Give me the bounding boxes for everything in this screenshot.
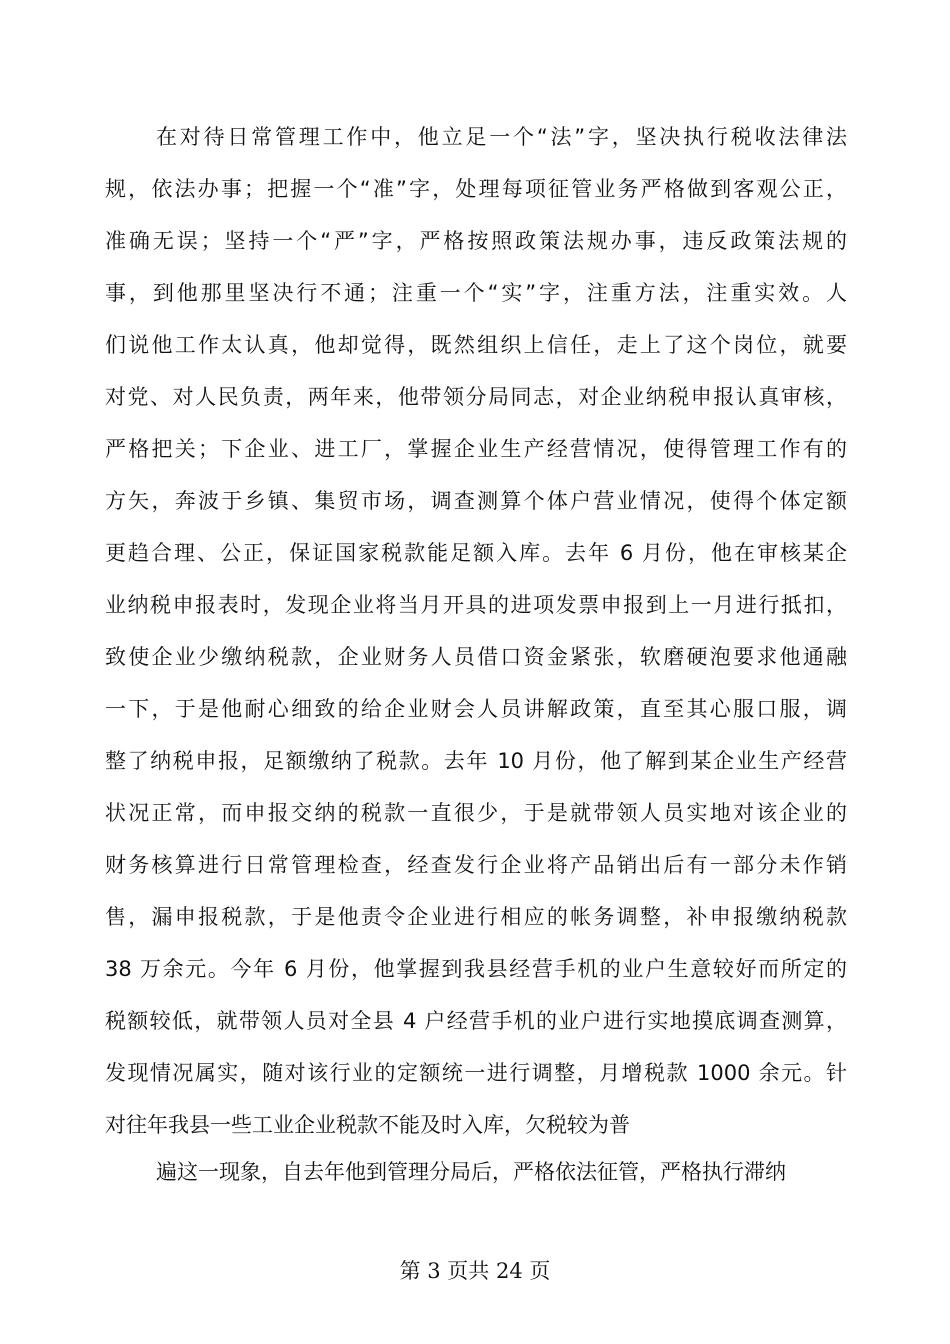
text-line: 严格把关；下企业、进工厂，掌握企业生产经营情况，使得管理工作有的 bbox=[105, 437, 847, 461]
text-line: 致使企业少缴纳税款，企业财务人员借口资金紧张，软磨硬泡要求他通融 bbox=[105, 645, 847, 669]
text-line: 方矢，奔波于乡镇、集贸市场，调查测算个体户营业情况，使得个体定额 bbox=[105, 489, 847, 513]
text-line: 整了纳税申报，足额缴纳了税款。去年 10 月份，他了解到某企业生产经营 bbox=[105, 749, 847, 773]
paragraph-2 bbox=[105, 1146, 847, 1198]
text-line: 事，到他那里坚决行不通；注重一个“实”字，注重方法，注重实效。人 bbox=[105, 281, 847, 305]
text-line: 售，漏申报税款，于是他责令企业进行相应的帐务调整，补申报缴纳税款 bbox=[105, 905, 847, 929]
text-line: 38 万余元。今年 6 月份，他掌握到我县经营手机的业户生意较好而所定的 bbox=[105, 957, 847, 981]
text-line: 们说他工作太认真，他却觉得，既然组织上信任，走上了这个岗位，就要 bbox=[105, 333, 847, 357]
text-line: 业纳税申报表时，发现企业将当月开具的进项发票申报到上一月进行抵扣， bbox=[105, 593, 847, 617]
text-line: 更趋合理、公正，保证国家税款能足额入库。去年 6 月份，他在审核某企 bbox=[105, 541, 847, 565]
text-line: 遍这一现象，自去年他到管理分局后，严格依法征管，严格执行滞纳 bbox=[156, 1160, 786, 1184]
text-line: 状况正常，而申报交纳的税款一直很少，于是就带领人员实地对该企业的 bbox=[105, 801, 847, 825]
page-number-footer: 第 3 页共 24 页 bbox=[399, 1259, 551, 1283]
paragraph-1 bbox=[105, 111, 847, 1151]
text-line: 税额较低，就带领人员对全县 4 户经营手机的业户进行实地摸底调查测算， bbox=[105, 1009, 847, 1033]
text-line: 发现情况属实，随对该行业的定额统一进行调整，月增税款 1000 余元。针 bbox=[105, 1061, 847, 1085]
text-line: 准确无误；坚持一个“严”字，严格按照政策法规办事，违反政策法规的 bbox=[105, 229, 847, 253]
text-line: 规，依法办事；把握一个“准”字，处理每项征管业务严格做到客观公正， bbox=[105, 177, 847, 201]
text-line: 一下，于是他耐心细致的给企业财会人员讲解政策，直至其心服口服，调 bbox=[105, 697, 847, 721]
text-line: 在对待日常管理工作中，他立足一个“法”字，坚决执行税收法律法 bbox=[156, 125, 847, 149]
text-line: 对党、对人民负责，两年来，他带领分局同志，对企业纳税申报认真审核， bbox=[105, 385, 847, 409]
text-line: 对往年我县一些工业企业税款不能及时入库，欠税较为普 bbox=[105, 1113, 630, 1137]
text-line: 财务核算进行日常管理检查，经查发行企业将产品销出后有一部分未作销 bbox=[105, 853, 847, 877]
